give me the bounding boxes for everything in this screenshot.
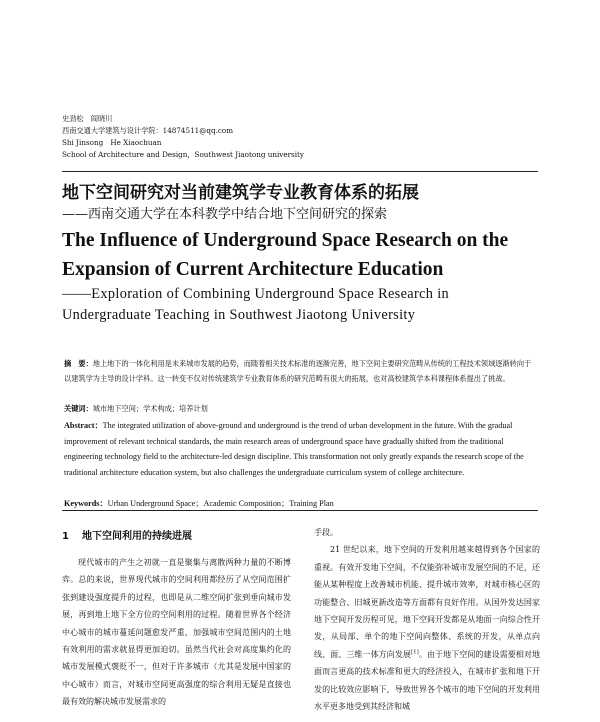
author-names-cn: 史劲松 阎晓川 [62,114,113,123]
abstract-chinese [64,357,534,386]
title-chinese: 地下空间研究对当前建筑学专业教育体系的拓展 [62,183,419,203]
paragraph-21st-century [314,541,540,715]
author-affiliation-cn: 西南交通大学建筑与设计学院：14874511@qq.com [62,126,234,135]
paragraph-text-part-a: 21 世纪以来，地下空间的开发利用越来越得到各个国家的重视。有效开发地下空间，不仅能弥补城市发展空间的不足，还能从某种程度上改善城市机能、提升城市效率，对城市核心区的功能整合、旧城更新改造等方面都有良好作用。从国外发达国家地下空间开发历程可见，地下空间开发都是从地面一向综合性开发，从局部、单个的地下空间向整体、系统的开发，从单点向线、面、三维一体方向发展 [314,545,540,659]
section-number: 1 [62,531,69,542]
abstract-english [64,418,536,480]
abstract-rule [62,510,538,511]
header-rule [62,171,538,172]
keywords-label-en: Keywords： [64,499,108,508]
body-column-right [314,524,540,722]
abstract-text-en: The integrated utilization of above-ground and underground is the trend of urban development in the future. With the gradual improvement of relevant technical standards, the main research areas of underground space have gradually shifted from the traditional engineering technology field to the architecture-led design discipline. This transformation not only greatly expands the research scope of the traditional architecture education system, but also challenges the undergraduate curriculum system of college architecture. [64,421,524,477]
subtitle-chinese: ——西南交通大学在本科教学中结合地下空间研究的探索 [62,207,388,222]
author-block [62,113,402,161]
keywords-text-cn: 城市地下空间；学术构成；培养计划 [92,404,208,413]
section-heading [62,530,292,544]
subtitle-english: ——Exploration of Combining Underground Space Research in Undergraduate Teaching in Southwest Jiaotong University [62,286,450,323]
keywords-label-cn: 关键词： [64,404,93,413]
paragraph-text-part-b: 。由于地下空间的建设需要相对地面而言更高的技术标准和更大的经济投入，在城市扩张和地下开发的比较效应影响下，导致世界各个城市的地下空间的开发利用水平更多地受到其经济和城 [314,649,540,712]
title-english: The Influence of Underground Space Research on the Expansion of Current Architecture Education [62,230,509,280]
keywords-text-en: Urban Underground Space；Academic Composition；Training Plan [107,499,334,508]
keywords-chinese [64,402,534,416]
section-title: 地下空间利用的持续进展 [82,531,192,542]
body-column-left: 现代城市的产生之初就一直是聚集与离散两种力量的不断博弈。总的来说，世界现代城市的空间利用都经历了从空间范围扩张到建设强度提升的过程，也即是从二维空间扩张到垂向城市发展，再到地上地下全方位的空间利用的过程。随着世界各个经济中心城市的城市蔓延问题愈发严重，加强城市空间范围内的土地有效利用的需求就显得更加迫切。虽然当代社会对高度集约化的城市发展模式褒贬不一，但对于许多城市（尤其是发展中国家的中心城市）而言，对城市空间更高强度的综合利用无疑是直接也最有效的解决城市发展需求的 [62,558,291,707]
citation-ref: [1] [410,649,419,656]
paragraph-continuation: 手段。 [314,528,338,537]
abstract-label-en: Abstract： [64,421,103,430]
abstract-text-cn: 地上地下的一体化利用是未来城市发展的趋势，而随着相关技术标准的逐渐完善，地下空间主要研究范畴从传统的工程技术领域逐渐转向于以建筑学为主导的设计学科。这一转变不仅对传统建筑学专业教育体系的研究范畴有很大的拓展，也对高校建筑学本科课程体系提出了挑战。 [64,359,532,383]
keywords-english [64,497,536,510]
author-names-en: Shi Jinsong He Xiaochuan [62,138,162,147]
author-affiliation-en: School of Architecture and Design，Southwest Jiaotong university [62,150,304,159]
abstract-label-cn: 摘 要： [64,359,93,368]
